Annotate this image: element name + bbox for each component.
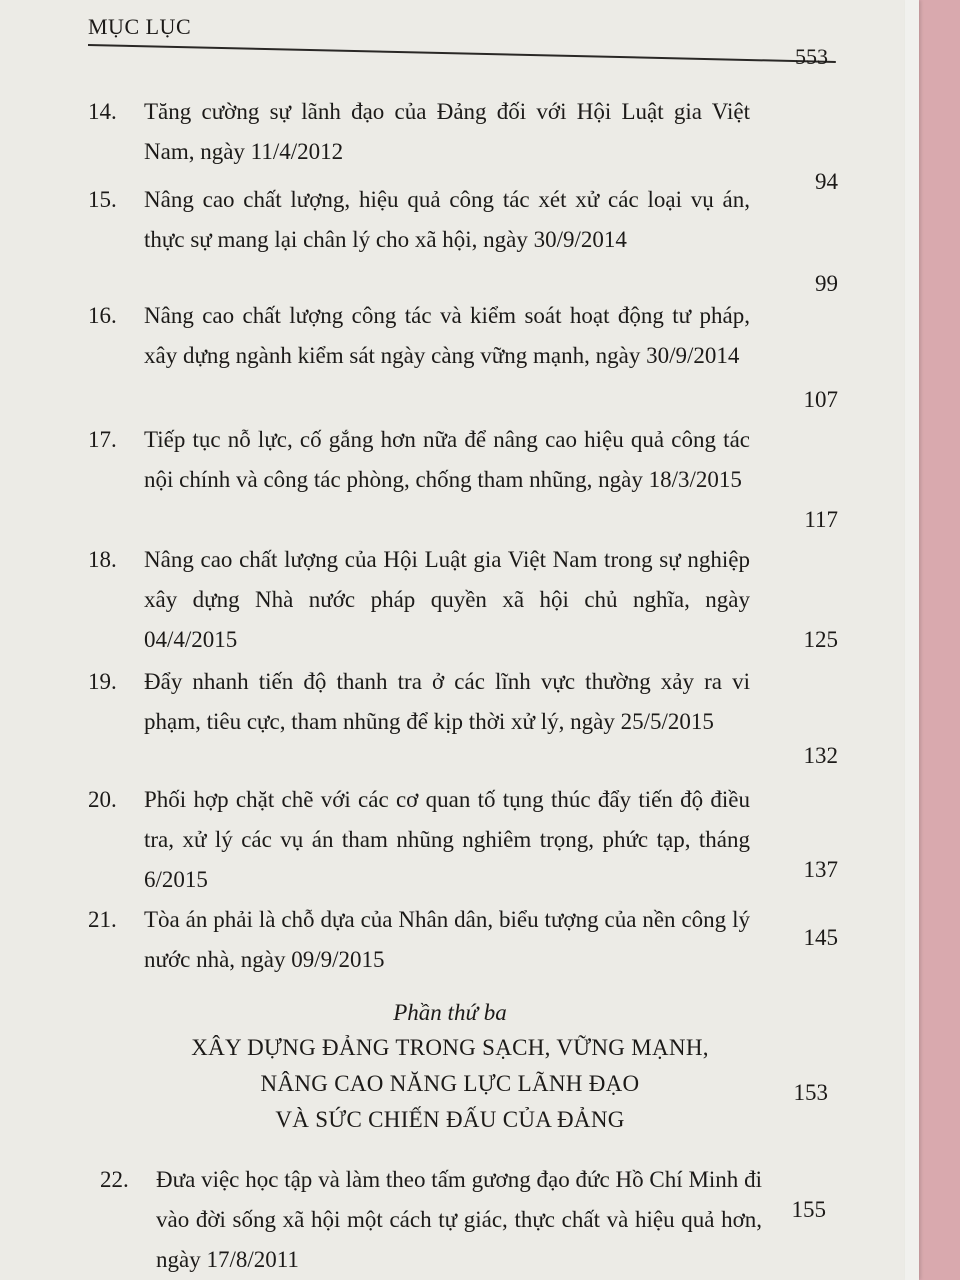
entry-page: 137 [803, 857, 838, 882]
part-page: 153 [793, 1080, 828, 1105]
toc-entry-21 [88, 900, 848, 980]
entry-title: Nâng cao chất lượng của Hội Luật gia Việt Nam trong sự nghiệp xây dựng Nhà nước pháp quyền xã hội chủ nghĩa, ngày 04/4/2015 [144, 547, 750, 652]
entry-number: 20. [88, 787, 117, 812]
part-title-line-2: NÂNG CAO NĂNG LỰC LÃNH ĐẠO [260, 1071, 640, 1096]
entry-title: Đẩy nhanh tiến độ thanh tra ở các lĩnh vực thường xảy ra vi phạm, tiêu cực, tham nhũng để kịp thời xử lý, ngày 25/5/2015 [144, 669, 750, 734]
part-title-line-3: VÀ SỨC CHIẾN ĐẤU CỦA ĐẢNG [275, 1107, 625, 1132]
page-number: 553 [795, 44, 828, 69]
entry-title: Tăng cường sự lãnh đạo của Đảng đối với Hội Luật gia Việt Nam, ngày 11/4/2012 [144, 99, 750, 164]
entry-number: 19. [88, 669, 117, 694]
entry-number: 14. [88, 99, 117, 124]
entry-page: 155 [791, 1197, 826, 1222]
entry-title: Tiếp tục nỗ lực, cố gắng hơn nữa để nâng cao hiệu quả công tác nội chính và công tác phòng, chống tham nhũng, ngày 18/3/2015 [144, 427, 750, 492]
toc-entry-16 [88, 296, 848, 416]
toc-entry-17 [88, 420, 848, 540]
part-title-line-1: XÂY DỰNG ĐẢNG TRONG SẠCH, VỮNG MẠNH, [191, 1035, 709, 1060]
entry-page: 94 [815, 169, 838, 194]
toc-entry-22 [100, 1160, 860, 1280]
entry-number: 15. [88, 187, 117, 212]
entry-number: 18. [88, 547, 117, 572]
toc-entry-20 [88, 780, 848, 900]
toc-entry-18 [88, 540, 848, 660]
entry-title: Nâng cao chất lượng, hiệu quả công tác xét xử các loại vụ án, thực sự mang lại chân lý cho xã hội, ngày 30/9/2014 [144, 187, 750, 252]
part-label: Phần thứ ba [393, 1000, 507, 1025]
entry-title: Tòa án phải là chỗ dựa của Nhân dân, biểu tượng của nền công lý nước nhà, ngày 09/9/2015 [144, 907, 750, 972]
entry-page: 132 [803, 743, 838, 768]
toc-entry-15 [88, 180, 848, 300]
entry-title: Nâng cao chất lượng công tác và kiểm soát hoạt động tư pháp, xây dựng ngành kiểm sát ngày càng vững mạnh, ngày 30/9/2014 [144, 303, 750, 368]
page-edge [905, 0, 919, 1280]
entry-page: 145 [803, 925, 838, 950]
toc-entry-19 [88, 662, 848, 782]
entry-number: 21. [88, 907, 117, 932]
running-head: MỤC LỤC [88, 14, 192, 39]
entry-number: 16. [88, 303, 117, 328]
entry-title: Phối hợp chặt chẽ với các cơ quan tố tụng thúc đẩy tiến độ điều tra, xử lý các vụ án tham nhũng nghiêm trọng, phức tạp, tháng 6/2015 [144, 787, 750, 892]
entry-number: 22. [100, 1167, 129, 1192]
entry-number: 17. [88, 427, 117, 452]
entry-page: 117 [804, 507, 838, 532]
entry-page: 107 [803, 387, 838, 412]
entry-page: 125 [803, 627, 838, 652]
header-rule [88, 44, 836, 63]
part-heading [140, 996, 760, 1138]
toc-entry-14 [88, 92, 848, 194]
entry-title: Đưa việc học tập và làm theo tấm gương đạo đức Hồ Chí Minh đi vào đời sống xã hội một cách tự giác, thực chất và hiệu quả hơn, ngày 17/8/2011 [156, 1167, 762, 1272]
entry-page: 99 [815, 271, 838, 296]
